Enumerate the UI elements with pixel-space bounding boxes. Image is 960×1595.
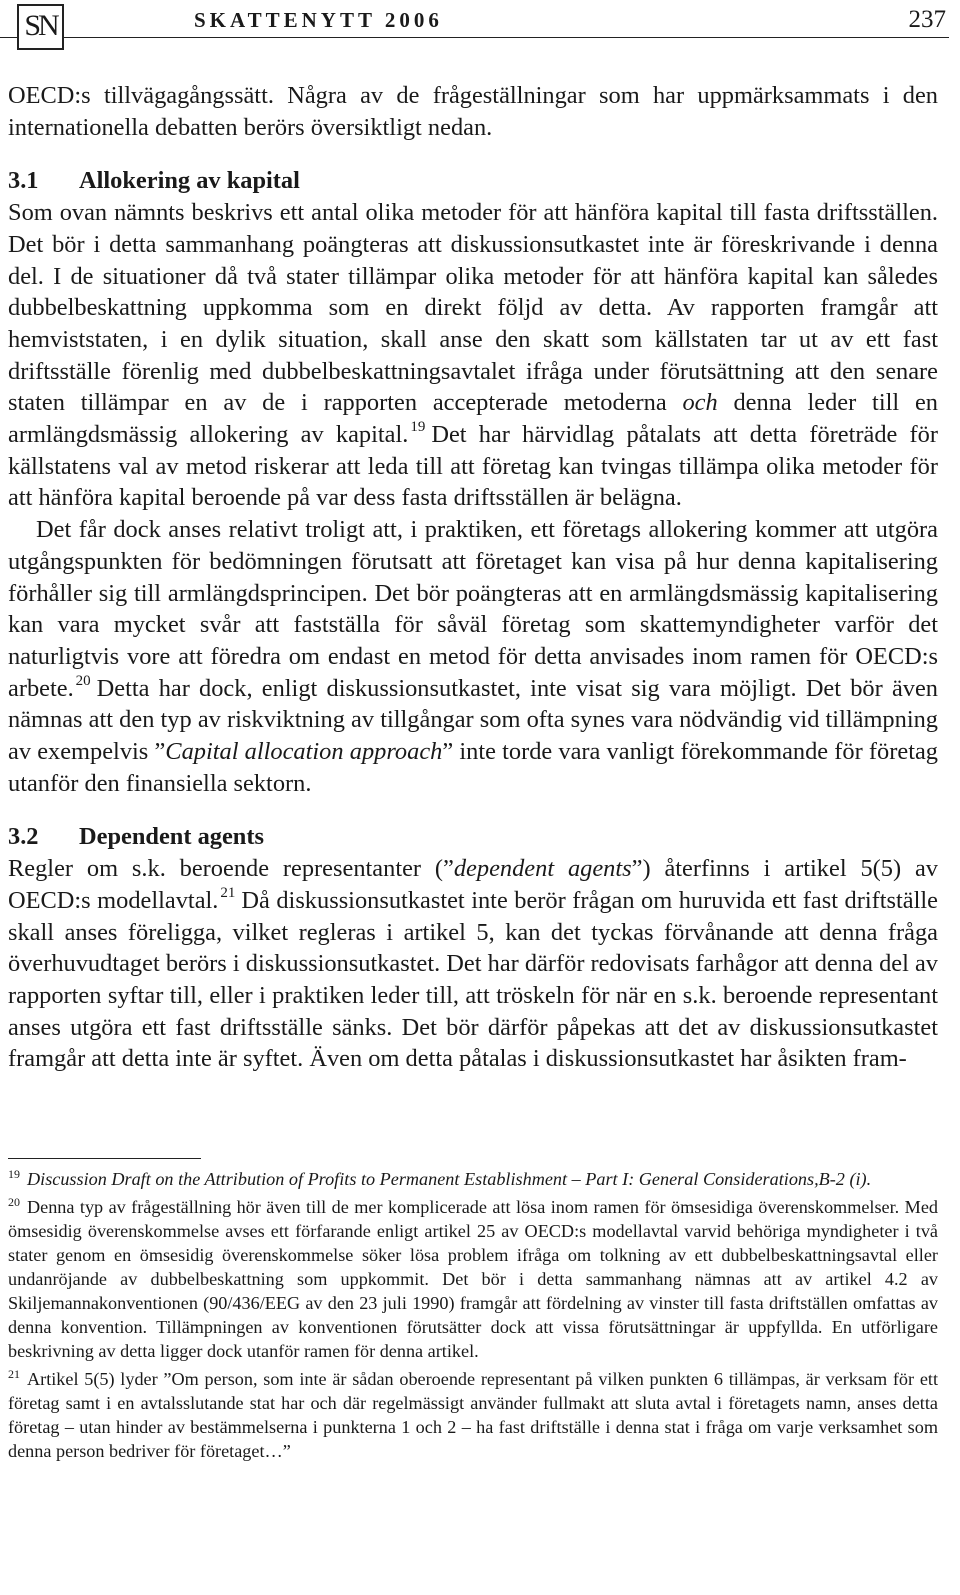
footnote-text: Artikel 5(5) lyder ”Om person, som inte är sådan oberoende representant på vilken punkten 6 tillämpas, är verksam för ett företag samt i en avtalsslutande stat har och där regelmässigt använder fullmakt att sluta avtal i företagets namn, anses detta företag – utan hinder av bestämmelserna i punkterna 1 och 2 – ha fast driftställe i denna stat i fråga om varje verksamhet som denna person bedriver för företaget…” [8, 1369, 938, 1461]
footnote-number: 19 [8, 1166, 20, 1181]
paragraph-intro: OECD:s tillvägagångssätt. Några av de frågeställningar som har uppmärksammats i den internationella debatten berörs översiktligt nedan. [8, 82, 938, 141]
text-run: Detta har dock, enligt diskussionsutkastet, inte visat sig vara möjligt. Det bör även nämnas att den typ av riskviktning av tillgångar som ofta synes vara nödvändig vid tillämpning av exempelvis ” [8, 674, 938, 766]
footnote-text: Discussion Draft on the Attribution of Profits to Permanent Establishment – Part I: General Considerations,B-2 (i). [27, 1169, 872, 1189]
paragraph-dependent-agents [8, 853, 938, 1075]
journal-title: SKATTENYTT 2006 [188, 8, 449, 33]
paragraph-capital-allocation [8, 197, 938, 514]
header-rule [0, 37, 949, 38]
text-run: Då diskussionsutkastet inte berör frågan om huruvida ett fast driftställe skall anses föreligga, vilket regleras i artikel 5, kan det tyckas förvånande att denna fråga överhuvudtaget berörs i diskussionsutkastet. Det har därför redovisats farhågor att denna del av rapporten syftar till, eller i praktiken leder till, att tröskeln för när en s.k. beroende representant anses utgöra ett fast driftsställe sänks. Det bör därför påpekas att det av diskussionsutkastet framgår att detta inte är syftet. Även om detta påtalas i diskussionsutkastet har åsikten fram- [8, 886, 938, 1073]
footnote-ref-19[interactable]: 19 [410, 418, 426, 435]
section-number: 3.1 [8, 167, 39, 195]
text-run: Det har härvidlag påtalats att detta företräde för källstatens val av metod riskerar att leda till att företag kan tvingas tillämpa olika metoder för att hänföra kapital beroende på var dess fasta driftsställen är belägna. [8, 421, 938, 512]
footnote-20 [8, 1195, 938, 1363]
footnote-ref-21[interactable]: 21 [220, 884, 236, 901]
footnote-rule [8, 1158, 201, 1159]
section-title: Allokering av kapital [79, 167, 300, 195]
journal-logo: SN [17, 4, 64, 50]
page-header [0, 0, 960, 56]
text-run: ” inte torde vara vanligt förekommande för företag utanför den finansiella sektorn. [8, 738, 938, 797]
section-number: 3.2 [8, 823, 39, 851]
paragraph-arms-length [8, 514, 938, 799]
emphasis: och [682, 389, 718, 417]
page-number: 237 [903, 6, 947, 34]
footnote-number: 20 [8, 1194, 20, 1209]
footnote-text: Denna typ av frågeställning hör även till de mer komplicerade att lösa inom ramen för ömsesidiga överenskommelser. Med ömsesidig överenskommelse avses ett förfarande enligt artikel 25 av OECD:s modellavtal varvid behöriga myndigheter i två stater genom en ömsesidig överenskommelse söker lösa problem ifråga om tolkning av ett dubbelbeskattningsavtal eller undanröjande av dubbelbeskattning som uppkommit. Det bör i detta sammanhang nämnas att av artikel 4.2 av Skiljemannakonventionen (90/436/EEG av den 23 juli 1990) framgår att fördelning av vinster till fasta driftställen omfattas av denna konvention. Tillämpningen av konventionen förutsätter dock att vissa förutsättningar är uppfyllda. En utförligare beskrivning av detta ligger dock utanför ramen för denna artikel. [8, 1197, 938, 1361]
text-run: denna leder till en armlängdsmässig allokering av kapital. [8, 389, 938, 449]
section-heading-3-1 [8, 165, 938, 197]
text-run: Regler om s.k. beroende representanter (” [8, 855, 454, 883]
emphasis: Capital allocation approach [165, 738, 443, 766]
emphasis: dependent agents [453, 855, 632, 883]
text-run: ”) återfinns i artikel 5(5) av OECD:s modellavtal. [8, 855, 938, 914]
text-run: Det får dock anses relativt troligt att, i praktiken, ett företags allokering kommer att utgöra utgångspunkten för bedömningen förutsatt att företaget kan visa på hur denna kapitalisering förhåller sig till armlängdsprincipen. Det bör poängteras att en armlängdsmässig kapitalisering kan vara mycket svår att fastställa för såväl företag som skattemyndigheter varför det naturligtvis vore att föredra om endast en metod för detta anvisades inom ramen för OECD:s arbete. [8, 516, 938, 702]
footnotes [8, 1167, 938, 1463]
article-body [8, 80, 938, 1075]
footnote-19 [8, 1167, 938, 1191]
footnote-ref-20[interactable]: 20 [75, 672, 91, 689]
section-heading-3-2 [8, 821, 938, 853]
footnote-21 [8, 1367, 938, 1463]
footnote-number: 21 [8, 1366, 20, 1381]
text-run: Som ovan nämnts beskrivs ett antal olika metoder för att hänföra kapital till fasta driftsställen. Det bör i detta sammanhang poängteras att diskussionsutkastet inte är föreskrivande i denna del. I de situationer då två stater tillämpar olika metoder för att hänföra kapital kan således dubbelbeskattning uppkomma som en direkt följd av detta. Av rapporten framgår att hemviststaten, i en dylik situation, skall anse den skatt som källstaten tar ut av ett fast driftsställe förenlig med dubbelbeskattningsavtalet ifråga under förutsättning att den senare staten tillämpar en av de i rapporten accepterade metoderna [8, 199, 938, 417]
section-title: Dependent agents [79, 823, 264, 851]
